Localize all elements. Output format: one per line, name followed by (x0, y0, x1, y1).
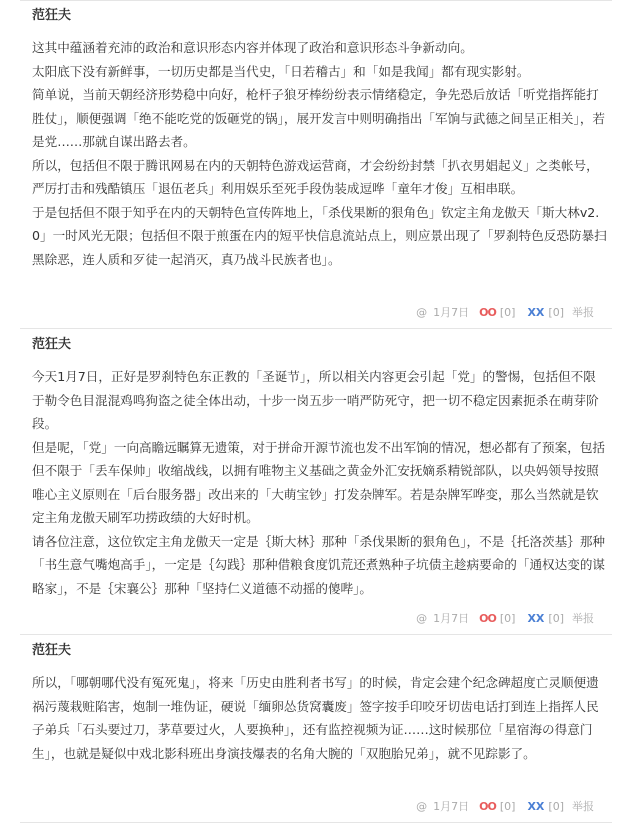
at-icon: @ (416, 612, 428, 625)
at-icon: @ (416, 306, 428, 319)
comment-item (20, 635, 612, 823)
comment-paragraph: 请各位注意，这位钦定主角龙傲天一定是｛斯大林｝那种「杀伐果断的狠角色」，不是｛托洛茨基｝那种「书生意气嘴炮高手」，一定是｛勾践｝那种借粮食度饥荒还煮熟种子坑债主趁病要命的「通权达变的谋略家」，不是｛宋襄公｝那种「坚持仁义道德不动摇的傻哔」。 (32, 533, 606, 596)
comment-body (32, 365, 607, 600)
comment-body (32, 671, 607, 765)
xx-vote-button[interactable]: XX (527, 306, 545, 319)
comment-date: 1月7日 (433, 612, 470, 625)
comment-meta (416, 612, 594, 626)
comment-paragraph: 太阳底下没有新鲜事，一切历史都是当代史，「日若稽古」和「如是我闻」都有现实影射。 (32, 63, 530, 79)
comment-meta (416, 306, 594, 320)
comment-author[interactable]: 范狂夫 (32, 8, 72, 23)
report-link[interactable]: 举报 (572, 612, 594, 625)
xx-vote-button[interactable]: XX (527, 612, 545, 625)
comment-paragraph: 所以，包括但不限于腾讯网易在内的天朝特色游戏运营商，才会纷纷封禁「扒衣男娼起义」之类帐号，严厉打击和残酷镇压「退伍老兵」利用娱乐至死手段伪装成逗哗「童年才俊」互相串联。 (32, 157, 599, 196)
xx-vote-button[interactable]: XX (527, 800, 545, 813)
oo-vote-button[interactable]: OO (479, 800, 496, 813)
xx-count: [0] (548, 306, 564, 319)
comment-date: 1月7日 (433, 800, 470, 813)
comment-item (20, 329, 612, 635)
comment-author[interactable]: 范狂夫 (32, 643, 72, 658)
comment-paragraph: 于是包括但不限于知乎在内的天朝特色宣传阵地上，「杀伐果断的狠角色」钦定主角龙傲天「斯大林v2.0」一时风光无限；包括但不限于煎蛋在内的短平快信息流站点上，则应景出现了「罗刹特色反恐防暴扫黑除恶，连人质和歹徒一起消灭，真乃战斗民族者也」。 (32, 204, 607, 267)
comment-paragraph: 今天1月7日，正好是罗刹特色东正教的「圣诞节」，所以相关内容更会引起「党」的警惕，包括但不限于勒令色目混混鸡鸣狗盗之徒全体出动，十步一岗五步一哨严防死守，把一切不稳定因素扼杀在萌芽阶段。 (32, 369, 599, 431)
report-link[interactable]: 举报 (572, 306, 594, 319)
oo-vote-button[interactable]: OO (479, 306, 496, 319)
oo-vote-button[interactable]: OO (479, 612, 496, 625)
comment-date: 1月7日 (433, 306, 470, 319)
comment-paragraph: 这其中蕴涵着充沛的政治和意识形态内容并体现了政治和意识形态斗争新动向。 (32, 40, 473, 55)
comment-paragraph: 但是呢，「党」一向高瞻远瞩算无遗策，对于拼命开源节流也发不出军饷的情况，想必都有了预案，包括但不限于「丢车保帅」收缩战线，以拥有唯物主义基础之黄金外汇安抚嫡系精锐部队，以央妈领导按照唯心主义原则在「后台服务器」改出来的「大萌宝钞」打发杂牌军。若是杂牌军哗变，那么当然就是钦定主角龙傲天刷军功捞政绩的大好时机。 (32, 439, 606, 525)
xx-count: [0] (548, 612, 564, 625)
comment-paragraph: 简单说，当前天朝经济形势稳中向好，枪杆子狼牙棒纷纷表示情绪稳定，争先恐后放话「听党指挥能打胜仗」，顺便强调「绝不能吃党的饭砸党的锅」，展开发言中则明确指出「军饷与武德之间呈正相关」，若是党……那就自谋出路去者。 (32, 87, 606, 149)
comment-meta (416, 800, 594, 814)
at-icon: @ (416, 800, 428, 813)
comment-author[interactable]: 范狂夫 (32, 337, 72, 352)
report-link[interactable]: 举报 (572, 800, 594, 813)
oo-count: [0] (499, 800, 516, 813)
comment-body (32, 36, 607, 271)
xx-count: [0] (548, 800, 564, 813)
comment-item (20, 0, 612, 329)
oo-count: [0] (499, 306, 516, 319)
oo-count: [0] (499, 612, 516, 625)
comment-paragraph: 所以，「哪朝哪代没有冤死鬼」，将来「历史由胜利者书写」的时候，肯定会建个纪念碑超度亡灵顺便遗祸污蔑栽赃陷害，炮制一堆伪证，硬说「缅卵怂货窝囊废」签字按手印咬牙切齿电话打到连上指挥人民子弟兵「石头要过刀，茅草要过火，人要换种」，还有监控视频为证……这时候那位「星宿海の得意门生」，也就是疑似中戏北影科班出身演技爆表的名角大腕的「双胞胎兄弟」，就不见踪影了。 (32, 675, 599, 761)
